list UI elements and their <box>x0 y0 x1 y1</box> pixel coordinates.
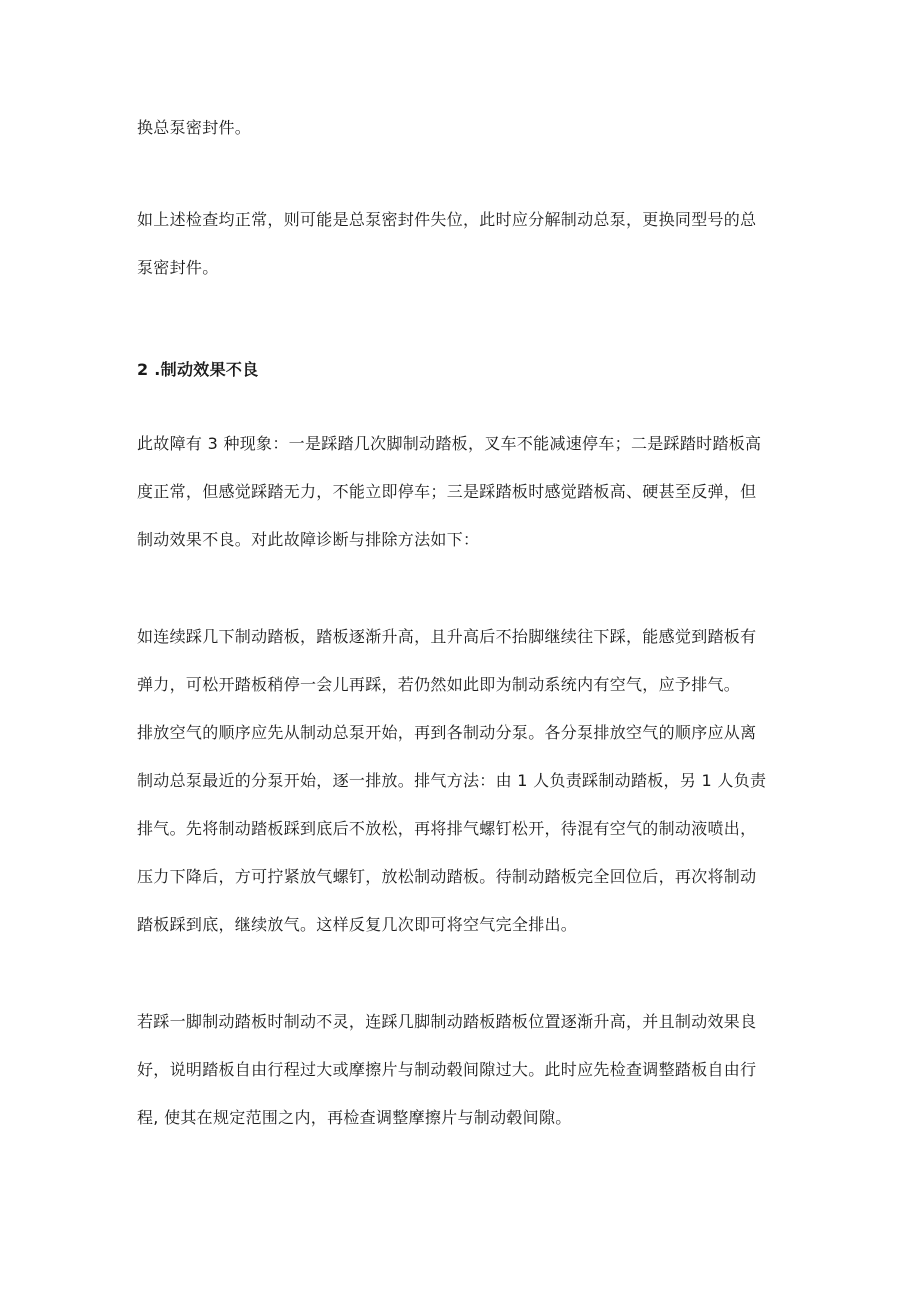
text-line-paragraph-4-line-3: 程, 使其在规定范围之内，再检查调整摩擦片与制动毂间隙。 <box>137 1108 572 1127</box>
text-line-paragraph-3-line-1: 如连续踩几下制动踏板，踏板逐渐升高，且升高后不抬脚继续往下踩，能感觉到踏板有 <box>137 627 757 646</box>
text-line-paragraph-3-line-6: 压力下降后，方可拧紧放气螺钉，放松制动踏板。待制动踏板完全回位后，再次将制动 <box>137 867 757 886</box>
text-line-paragraph-4-line-2: 好，说明踏板自由行程过大或摩擦片与制动毂间隙过大。此时应先检查调整踏板自由行 <box>137 1060 757 1079</box>
text-line-paragraph-2-line-3: 制动效果不良。对此故障诊断与排除方法如下： <box>137 530 480 549</box>
text-line-paragraph-2-line-2: 度正常，但感觉踩踏无力，不能立即停车；三是踩踏板时感觉踏板高、硬甚至反弹，但 <box>137 482 757 501</box>
section-heading: 2 .制动效果不良 <box>137 360 259 379</box>
text-line-paragraph-1-line-2: 泵密封件。 <box>137 258 219 277</box>
text-line-continuation: 换总泵密封件。 <box>137 118 252 137</box>
text-line-paragraph-3-line-4: 制动总泵最近的分泵开始，逐一排放。排气方法：由 1 人负责踩制动踏板，另 1 人负责 <box>137 771 767 790</box>
text-line-paragraph-3-line-2: 弹力，可松开踏板稍停一会儿再踩，若仍然如此即为制动系统内有空气，应予排气。 <box>137 675 741 694</box>
text-line-paragraph-4-line-1: 若踩一脚制动踏板时制动不灵，连踩几脚制动踏板踏板位置逐渐升高，并且制动效果良 <box>137 1012 757 1031</box>
text-line-paragraph-3-line-5: 排气。先将制动踏板踩到底后不放松，再将排气螺钉松开，待混有空气的制动液喷出， <box>137 819 757 838</box>
text-line-paragraph-2-line-1: 此故障有 3 种现象：一是踩踏几次脚制动踏板，叉车不能减速停车；二是踩踏时踏板高 <box>137 434 762 453</box>
text-line-paragraph-1-line-1: 如上述检查均正常，则可能是总泵密封件失位，此时应分解制动总泵，更换同型号的总 <box>137 210 757 229</box>
text-line-paragraph-3-line-7: 踏板踩到底，继续放气。这样反复几次即可将空气完全排出。 <box>137 915 578 934</box>
text-line-paragraph-3-line-3: 排放空气的顺序应先从制动总泵开始，再到各制动分泵。各分泵排放空气的顺序应从离 <box>137 723 757 742</box>
